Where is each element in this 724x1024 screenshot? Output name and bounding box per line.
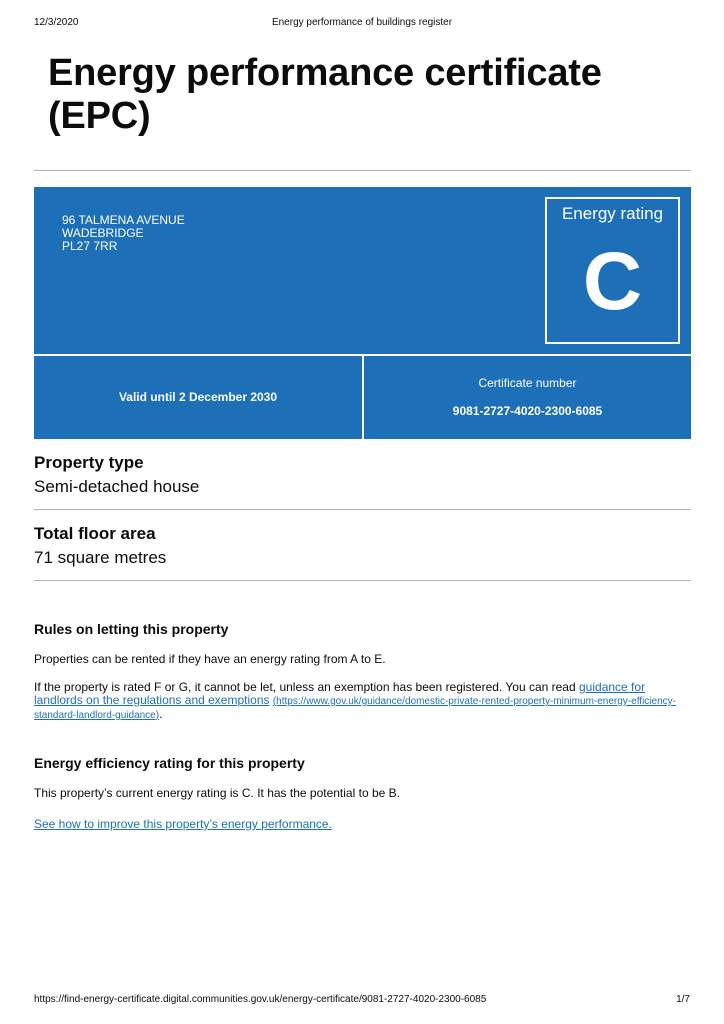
valid-until: Valid until 2 December 2030 — [118, 390, 278, 404]
rules-exemption-end: . — [159, 707, 163, 721]
efficiency-paragraph-link — [34, 818, 691, 831]
property-address — [62, 214, 185, 253]
address-line: WADEBRIDGE — [62, 226, 144, 240]
page-title: Energy performance certificate (EPC) — [48, 52, 602, 137]
box-divider — [362, 354, 364, 439]
print-date: 12/3/2020 — [34, 17, 79, 28]
landlord-guidance-url[interactable]: (https://www.gov.uk/guidance/domestic-private-rented-property-minimum-energy-efficiency-standard-landlord-guidance) — [34, 696, 676, 721]
divider — [34, 509, 691, 510]
property-type-heading: Property type — [34, 453, 144, 472]
rules-exemption-text: If the property is rated F or G, it cannot be let, unless an exemption has been registered. You can read — [34, 680, 579, 694]
footer-url: https://find-energy-certificate.digital.communities.gov.uk/energy-certificate/9081-2727-4020-2300-6085 — [34, 994, 487, 1005]
property-type-value: Semi-detached house — [34, 477, 200, 496]
energy-rating-box — [545, 197, 680, 344]
divider — [34, 580, 691, 581]
rules-exemption-paragraph — [34, 681, 691, 722]
address-line: PL27 7RR — [62, 239, 118, 253]
address-line: 96 TALMENA AVENUE — [62, 213, 185, 227]
print-title: Energy performance of buildings register — [271, 17, 453, 28]
certificate-number-label: Certificate number — [478, 376, 577, 390]
divider — [34, 170, 691, 171]
landlord-guidance-link[interactable]: guidance for landlords on the regulations and exemptions — [34, 680, 646, 707]
improve-performance-link[interactable]: See how to improve this property’s energy performance. — [34, 817, 332, 831]
rules-heading: Rules on letting this property — [34, 621, 229, 637]
floor-area-value: 71 square metres — [34, 548, 167, 567]
efficiency-heading: Energy efficiency rating for this property — [34, 755, 305, 771]
energy-rating-letter: C — [582, 236, 643, 327]
certificate-number: 9081-2727-4020-2300-6085 — [452, 404, 603, 418]
rules-paragraph: Properties can be rented if they have an energy rating from A to E. — [34, 652, 386, 666]
page-number: 1/7 — [676, 994, 690, 1005]
energy-rating-label: Energy rating — [561, 204, 664, 223]
floor-area-heading: Total floor area — [34, 524, 156, 543]
efficiency-paragraph: This property’s current energy rating is C. It has the potential to be B. — [34, 786, 400, 800]
epc-summary-box — [34, 187, 691, 439]
